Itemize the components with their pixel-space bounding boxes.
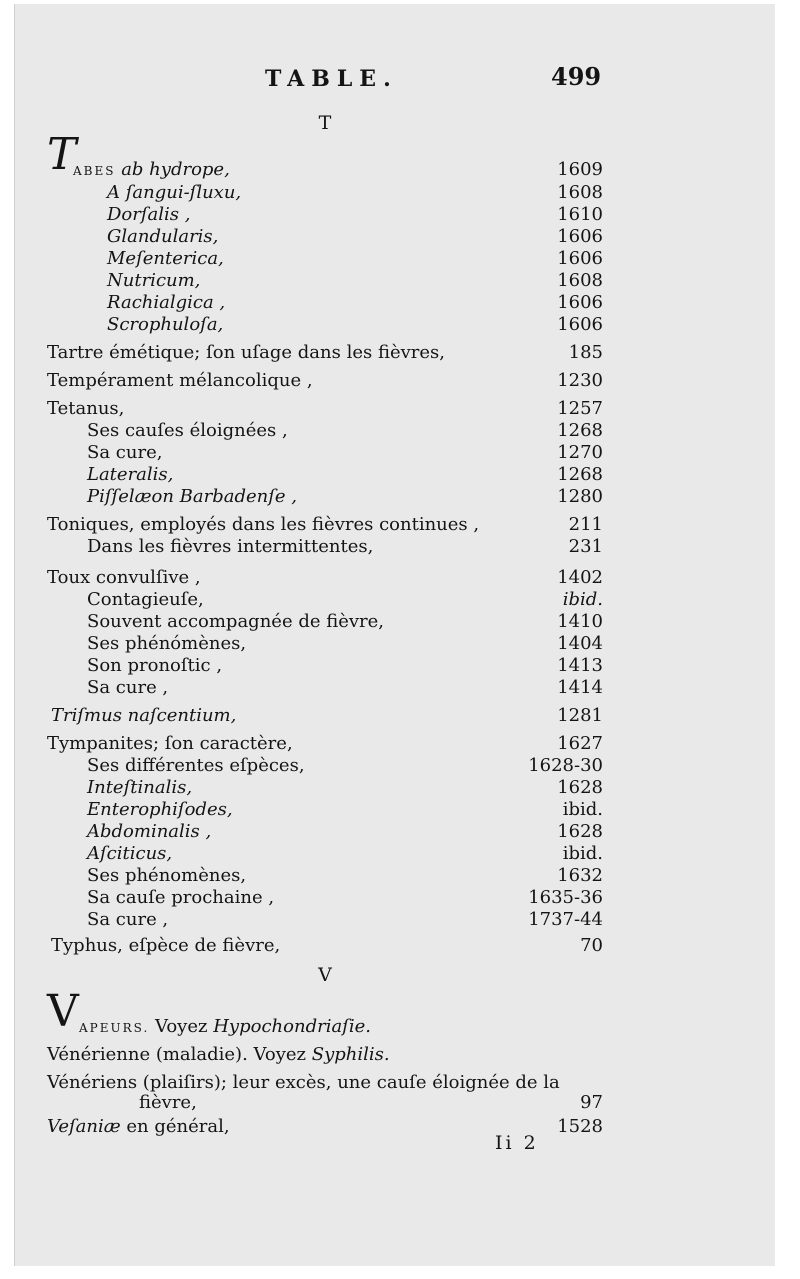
entry-page: 1257 [557,398,603,419]
section-letter-t: T [318,112,332,134]
entry-label: Typhus, eſpèce de fièvre, [51,935,281,956]
entry-page: 1608 [557,182,603,203]
entry-page: 1628 [557,821,603,842]
section-letter-v: V [318,964,332,986]
entry-page: 1413 [557,655,603,676]
entry-label: Rachialgica , [107,292,226,313]
entry-page: 1635-36 [528,887,603,908]
entry-label: en général, [126,1116,230,1137]
entry-label: Piſſelæon Barbadenſe , [87,486,298,507]
page-title: TABLE. [265,66,398,92]
entry-label: Ses phénomènes, [87,865,247,886]
entry-page: 1404 [557,633,603,654]
entry-page: 231 [568,536,603,557]
entry-page: 1632 [557,865,603,886]
entry-label: Son pronoſtic , [87,655,223,676]
entry-label: Aſciticus, [87,843,173,864]
entry-label: Souvent accompagnée de fièvre, [87,611,385,632]
book-page [14,4,775,1266]
entry-label: Vénérienne (maladie). Voyez [47,1044,307,1065]
entry-page: 1610 [557,204,603,225]
entry-page: 1528 [557,1116,603,1137]
entry-label: Enterophiſodes, [87,799,233,820]
entry-page: 97 [580,1092,603,1113]
entry-page: 1410 [557,611,603,632]
entry-page: 185 [568,342,603,363]
entry-page: 1402 [557,567,603,588]
cross-reference: Syphilis. [311,1044,390,1065]
entry-label: Ses phénómènes, [87,633,247,654]
entry-label: ab hydrope, [121,159,230,180]
entry-label: Toniques, employés dans les fièvres continues , [47,514,480,535]
entry-label: Nutricum, [107,270,201,291]
entry-page: 1606 [557,226,603,247]
entry-label: Sa cure, [87,442,163,463]
entry-label: Glandularis, [107,226,219,247]
entry-label: Scrophuloſa, [107,314,224,335]
entry-label: Abdominalis , [87,821,212,842]
cross-reference: Hypochondriaſie. [213,1016,371,1037]
entry-label: Contagieuſe, [87,589,204,610]
entry-label: Sa cure , [87,909,169,930]
entry-label: Tetanus, [47,398,125,419]
entry-page: 1608 [557,270,603,291]
entry-label: Sa cure , [87,677,169,698]
entry-page: ibid. [562,843,603,864]
entry-page: ibid. [562,589,603,610]
entry-label: Meſenterica, [107,248,224,269]
entry-label: Dans les fièvres intermittentes, [87,536,374,557]
entry-label: Ses cauſes éloignées , [87,420,288,441]
entry-page: 1737-44 [528,909,603,930]
entry-page: 1280 [557,486,603,507]
entry-page: 1609 [557,159,603,180]
entry-label: Sa cauſe prochaine , [87,887,275,908]
entry-page: 211 [568,514,603,535]
entry-page: 1270 [557,442,603,463]
entry-page: 1628-30 [528,755,603,776]
entry-page: 1230 [557,370,603,391]
entry-page: 1281 [557,705,603,726]
entry-page: 1627 [557,733,603,754]
entry-page: 1268 [557,464,603,485]
entry-label: Lateralis, [87,464,174,485]
entry-label: Veſaniæ [47,1116,121,1137]
entry-label: Voyez [155,1016,208,1037]
entry-label: Tympanites; ſon caractère, [47,733,293,754]
entry-label: Tempérament mélancolique , [47,370,313,391]
entry-label: Toux convulſive , [47,567,201,588]
entry-page: 1606 [557,314,603,335]
entry-label: Tartre émétique; ſon uſage dans les fièvres, [47,342,445,363]
drop-initial: T [47,129,77,180]
entry-page: ibid. [562,799,603,820]
page-number: 499 [551,62,602,91]
entry-label: Triſmus naſcentium, [51,705,237,726]
entry-page: 1606 [557,248,603,269]
entry-label: Inteſtinalis, [87,777,193,798]
entry-label: fièvre, [139,1092,197,1113]
small-caps-word: APEURS. [79,1021,150,1035]
drop-initial: V [47,986,79,1037]
small-caps-word: ABES [73,164,116,178]
entry-page: 1628 [557,777,603,798]
entry-page: 1268 [557,420,603,441]
signature-mark: Ii 2 [495,1132,539,1154]
entry-label: A ſangui-ſluxu, [107,182,242,203]
entry-label: Vénériens (plaiſirs); leur excès, une cauſe éloignée de la [47,1072,560,1093]
entry-page: 1606 [557,292,603,313]
entry-page: 70 [580,935,603,956]
entry-label: Dorſalis , [107,204,191,225]
entry-label: Ses différentes eſpèces, [87,755,305,776]
entry-page: 1414 [557,677,603,698]
